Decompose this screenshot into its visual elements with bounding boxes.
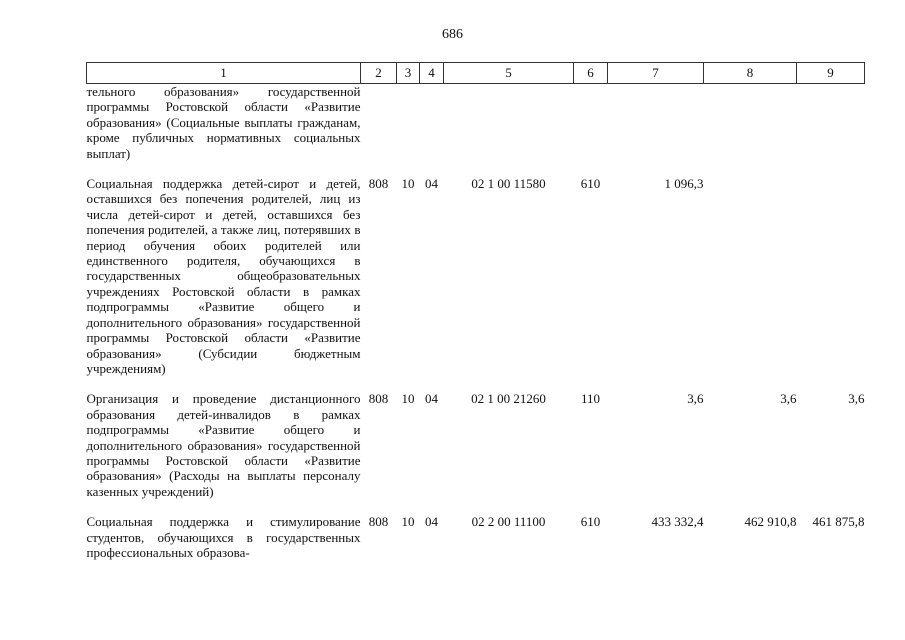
cell-subsection: 04 (425, 514, 438, 530)
row-description: Социальная поддержка и стимулирование студентов, обучающихся в государственных профессиональных образова- (86, 514, 361, 560)
cell-amount-year3 (797, 167, 865, 382)
cell-amount-year3 (797, 84, 865, 168)
cell-section: 10 (401, 514, 415, 530)
col-header-5: 5 (444, 63, 574, 84)
cell-amount-year2 (704, 167, 797, 382)
cell-amount-year1 (608, 84, 704, 168)
cell-subsection (420, 84, 444, 168)
cell-amount-year3: 3,6 (848, 391, 865, 407)
cell-ministry (361, 84, 397, 168)
cell-expense-type (574, 84, 608, 168)
cell-target-code: 02 1 00 11580 (471, 176, 546, 192)
cell-amount-year1: 3,6 (687, 391, 704, 407)
table-row (87, 382, 865, 505)
cell-target-code (444, 84, 574, 168)
col-header-4: 4 (420, 63, 444, 84)
table-row (87, 505, 865, 566)
cell-amount-year2: 462 910,8 (744, 514, 797, 530)
row-description: тельного образования» государственной программы Ростовской области «Развитие образования» (Социальные выплаты гражданам, кроме публичных нормативных социальных выплат) (86, 84, 361, 161)
cell-amount-year2: 3,6 (780, 391, 797, 407)
table-row (87, 167, 865, 382)
col-header-1: 1 (87, 63, 361, 84)
table-row (87, 84, 865, 168)
col-header-3: 3 (397, 63, 420, 84)
cell-section: 10 (401, 391, 415, 407)
row-description: Социальная поддержка детей-сирот и детей, оставшихся без попечения родителей, лиц из числа детей-сирот и детей, оставшихся без попечения родителей, а также лиц, потерявших в период обучения обоих родителей или единственного родителя, обучающихся в государственных общеобразовательных учреждениях Ростовской области в рамках подпрограммы «Развитие общего и дополнительного образования» государственной программы Ростовской области «Развитие образования» (Субсидии бюджетным учреждениям) (86, 176, 361, 376)
row-description: Организация и проведение дистанционного образования детей-инвалидов в рамках подпрограммы «Развитие общего и дополнительного образования» государственной программы Ростовской области «Развитие образования» (Расходы на выплаты персоналу казенных учреждений) (86, 391, 361, 499)
col-header-8: 8 (704, 63, 797, 84)
budget-table (86, 62, 865, 566)
cell-expense-type: 110 (580, 391, 601, 407)
cell-ministry: 808 (368, 176, 389, 192)
cell-ministry: 808 (368, 391, 389, 407)
col-header-6: 6 (574, 63, 608, 84)
cell-target-code: 02 2 00 11100 (471, 514, 546, 530)
cell-section (397, 84, 420, 168)
cell-section: 10 (401, 176, 415, 192)
cell-expense-type: 610 (580, 514, 601, 530)
cell-amount-year1: 1 096,3 (664, 176, 704, 192)
cell-amount-year1: 433 332,4 (651, 514, 704, 530)
cell-target-code: 02 1 00 21260 (471, 391, 546, 407)
col-header-2: 2 (361, 63, 397, 84)
page-number: 686 (442, 27, 463, 42)
cell-subsection: 04 (425, 176, 438, 192)
header-row (87, 63, 865, 84)
cell-amount-year2 (704, 84, 797, 168)
cell-expense-type: 610 (580, 176, 601, 192)
cell-ministry: 808 (368, 514, 389, 530)
cell-subsection: 04 (425, 391, 438, 407)
col-header-7: 7 (608, 63, 704, 84)
cell-amount-year3: 461 875,8 (812, 514, 865, 530)
col-header-9: 9 (797, 63, 865, 84)
